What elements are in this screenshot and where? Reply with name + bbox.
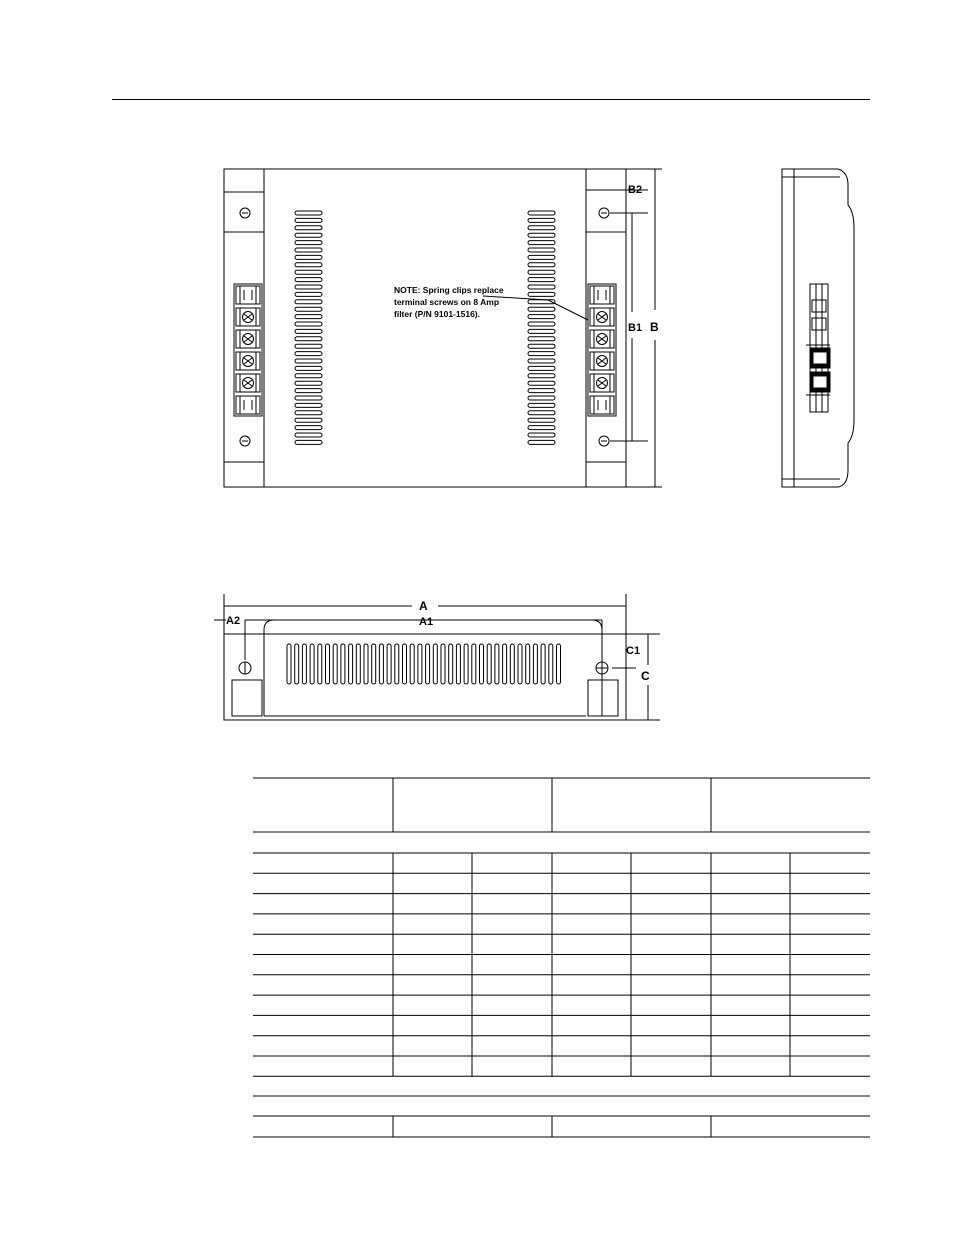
vent-slot xyxy=(295,440,322,444)
terminal-block-right xyxy=(588,284,616,416)
vent-slot xyxy=(302,644,306,684)
vent-slot xyxy=(295,233,322,237)
vent-slot xyxy=(528,389,555,393)
vent-slot xyxy=(310,644,314,684)
vent-slot xyxy=(549,644,553,684)
vent-slot xyxy=(472,644,476,684)
vent-slot xyxy=(295,263,322,267)
mount-hole-bottom-right xyxy=(599,436,609,446)
vent-slot xyxy=(295,374,322,378)
vent-slot xyxy=(395,644,399,684)
vent-slot xyxy=(372,644,376,684)
vent-slot xyxy=(387,644,391,684)
note-line-3: filter (P/N 9101-1516). xyxy=(394,309,480,319)
vent-slot xyxy=(528,307,555,311)
vent-slot xyxy=(510,644,514,684)
vent-slot xyxy=(557,644,561,684)
vent-slot xyxy=(295,344,322,348)
vent-slot xyxy=(528,278,555,282)
vent-slot xyxy=(433,644,437,684)
vent-slot xyxy=(349,644,353,684)
vent-slot xyxy=(528,226,555,230)
dim-label-c: C xyxy=(641,669,650,683)
dim-label-c1: C1 xyxy=(626,645,641,657)
vent-slot xyxy=(295,292,322,296)
vent-slot xyxy=(295,389,322,393)
vent-slot xyxy=(528,315,555,319)
vent-slot xyxy=(295,322,322,326)
front-view xyxy=(214,594,660,720)
vent-slot xyxy=(528,374,555,378)
vent-slot xyxy=(528,255,555,259)
vent-slots-left xyxy=(295,211,322,444)
vent-slot xyxy=(441,644,445,684)
vent-slot xyxy=(528,344,555,348)
vent-slot xyxy=(528,218,555,222)
vent-slot xyxy=(528,329,555,333)
vent-slot xyxy=(295,418,322,422)
vent-slot xyxy=(528,248,555,252)
vent-slot xyxy=(456,644,460,684)
vent-slot xyxy=(449,644,453,684)
mount-hole-top-right xyxy=(599,208,609,218)
vent-slot xyxy=(503,644,507,684)
dim-label-b2: B2 xyxy=(628,184,643,196)
vent-slot xyxy=(295,381,322,385)
vent-slot xyxy=(495,644,499,684)
dim-label-b1: B1 xyxy=(628,322,643,334)
vent-slot xyxy=(528,418,555,422)
vent-slot xyxy=(528,241,555,245)
side-view xyxy=(782,169,854,487)
vent-slots-front xyxy=(287,644,561,684)
vent-slot xyxy=(528,322,555,326)
vent-slot xyxy=(295,278,322,282)
dim-label-a2: A2 xyxy=(226,615,241,627)
vent-slot xyxy=(528,263,555,267)
vent-slot xyxy=(528,426,555,430)
vent-slot xyxy=(528,352,555,356)
vent-slot xyxy=(295,644,299,684)
vent-slot xyxy=(528,337,555,341)
vent-slot xyxy=(528,440,555,444)
vent-slot xyxy=(295,307,322,311)
note-line-1: NOTE: Spring clips replace xyxy=(394,285,504,295)
front-mount-hole-left xyxy=(239,662,251,674)
mount-hole-bottom-left xyxy=(240,436,250,446)
vent-slot xyxy=(295,255,322,259)
note-line-2: terminal screws on 8 Amp xyxy=(394,297,500,307)
vent-slot xyxy=(295,396,322,400)
vent-slot xyxy=(528,292,555,296)
vent-slot xyxy=(295,411,322,415)
vent-slot xyxy=(295,241,322,245)
vent-slot xyxy=(295,315,322,319)
vent-slot xyxy=(333,644,337,684)
vent-slot xyxy=(295,403,322,407)
vent-slot xyxy=(528,233,555,237)
vent-slot xyxy=(287,644,291,684)
vent-slot xyxy=(528,211,555,215)
vent-slot xyxy=(528,403,555,407)
vent-slot xyxy=(295,329,322,333)
vent-slot xyxy=(295,359,322,363)
vent-slot xyxy=(518,644,522,684)
vent-slot xyxy=(295,366,322,370)
vent-slot xyxy=(528,270,555,274)
vent-slot xyxy=(295,300,322,304)
dim-label-a: A xyxy=(419,599,428,613)
vent-slot xyxy=(341,644,345,684)
vent-slot xyxy=(295,352,322,356)
vent-slot xyxy=(487,644,491,684)
vent-slot xyxy=(295,226,322,230)
vent-slot xyxy=(533,644,537,684)
vent-slot xyxy=(541,644,545,684)
vent-slot xyxy=(295,248,322,252)
vent-slot xyxy=(410,644,414,684)
vent-slot xyxy=(295,337,322,341)
vent-slot xyxy=(528,285,555,289)
terminal-block-left xyxy=(234,284,262,416)
vent-slots-right xyxy=(528,211,555,444)
top-view xyxy=(224,169,662,487)
vent-slot xyxy=(295,211,322,215)
vent-slot xyxy=(326,644,330,684)
vent-slot xyxy=(528,381,555,385)
vent-slot xyxy=(480,644,484,684)
vent-slot xyxy=(295,426,322,430)
vent-slot xyxy=(426,644,430,684)
vent-slot xyxy=(403,644,407,684)
vent-slot xyxy=(528,433,555,437)
mount-hole-top-left xyxy=(240,208,250,218)
vent-slot xyxy=(528,396,555,400)
vent-slot xyxy=(379,644,383,684)
dimension-table xyxy=(253,778,870,1137)
vent-slot xyxy=(295,433,322,437)
vent-slot xyxy=(356,644,360,684)
vent-slot xyxy=(528,359,555,363)
vent-slot xyxy=(318,644,322,684)
vent-slot xyxy=(295,285,322,289)
dim-label-b: B xyxy=(650,320,659,334)
vent-slot xyxy=(464,644,468,684)
vent-slot xyxy=(526,644,530,684)
vent-slot xyxy=(364,644,368,684)
vent-slot xyxy=(295,270,322,274)
vent-slot xyxy=(418,644,422,684)
vent-slot xyxy=(295,218,322,222)
vent-slot xyxy=(528,411,555,415)
vent-slot xyxy=(528,366,555,370)
dim-label-a1: A1 xyxy=(419,616,434,628)
